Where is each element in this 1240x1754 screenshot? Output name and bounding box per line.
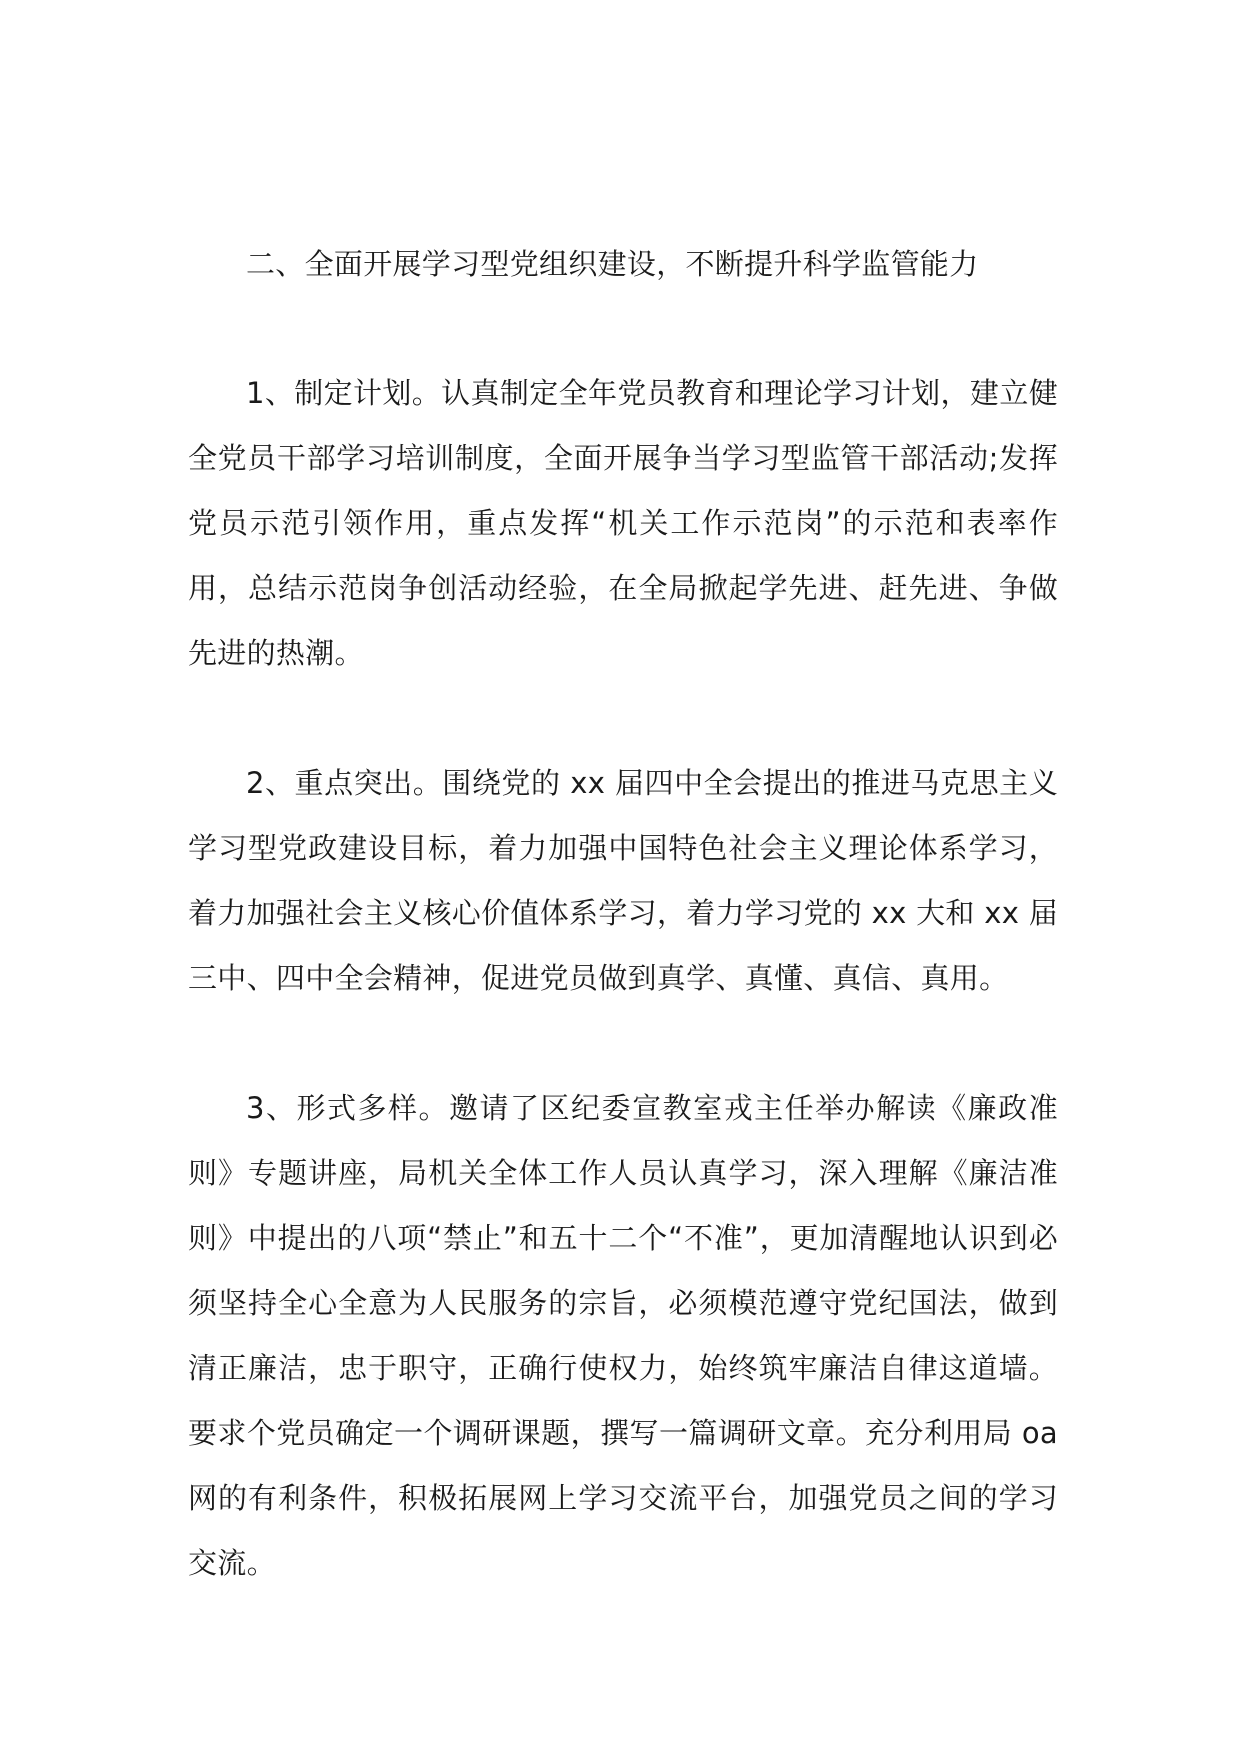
spacer — [188, 1011, 1058, 1076]
spacer — [188, 686, 1058, 751]
section-heading: 二、全面开展学习型党组织建设，不断提升科学监管能力 — [246, 247, 979, 281]
spacer — [188, 297, 1058, 361]
paragraph-forms: 3、形式多样。邀请了区纪委宣教室戎主任举办解读《廉政准则》专题讲座，局机关全体工作人员认真学习，深入理解《廉洁准则》中提出的八项“禁止”和五十二个“不准”，更加清醒地认识到必须坚持全心全意为人民服务的宗旨，必须模范遵守党纪国法，做到清正廉洁，忠于职守，正确行使权力，始终筑牢廉洁自律这道墙。要求个党员确定一个调研课题，撰写一篇调研文章。充分利用局 oa 网的有利条件，积极拓展网上学习交流平台，加强党员之间的学习交流。 — [188, 1091, 1058, 1580]
document-body — [188, 232, 1058, 1596]
paragraph-plan: 1、制定计划。认真制定全年党员教育和理论学习计划，建立健全党员干部学习培训制度，全面开展争当学习型监管干部活动;发挥党员示范引领作用，重点发挥“机关工作示范岗”的示范和表率作用，总结示范岗争创活动经验，在全局掀起学先进、赶先进、争做先进的热潮。 — [188, 376, 1058, 670]
paragraph-focus: 2、重点突出。围绕党的 xx 届四中全会提出的推进马克思主义学习型党政建设目标，着力加强中国特色社会主义理论体系学习，着力加强社会主义核心价值体系学习，着力学习党的 xx 大和 xx 届三中、四中全会精神，促进党员做到真学、真懂、真信、真用。 — [188, 766, 1058, 995]
